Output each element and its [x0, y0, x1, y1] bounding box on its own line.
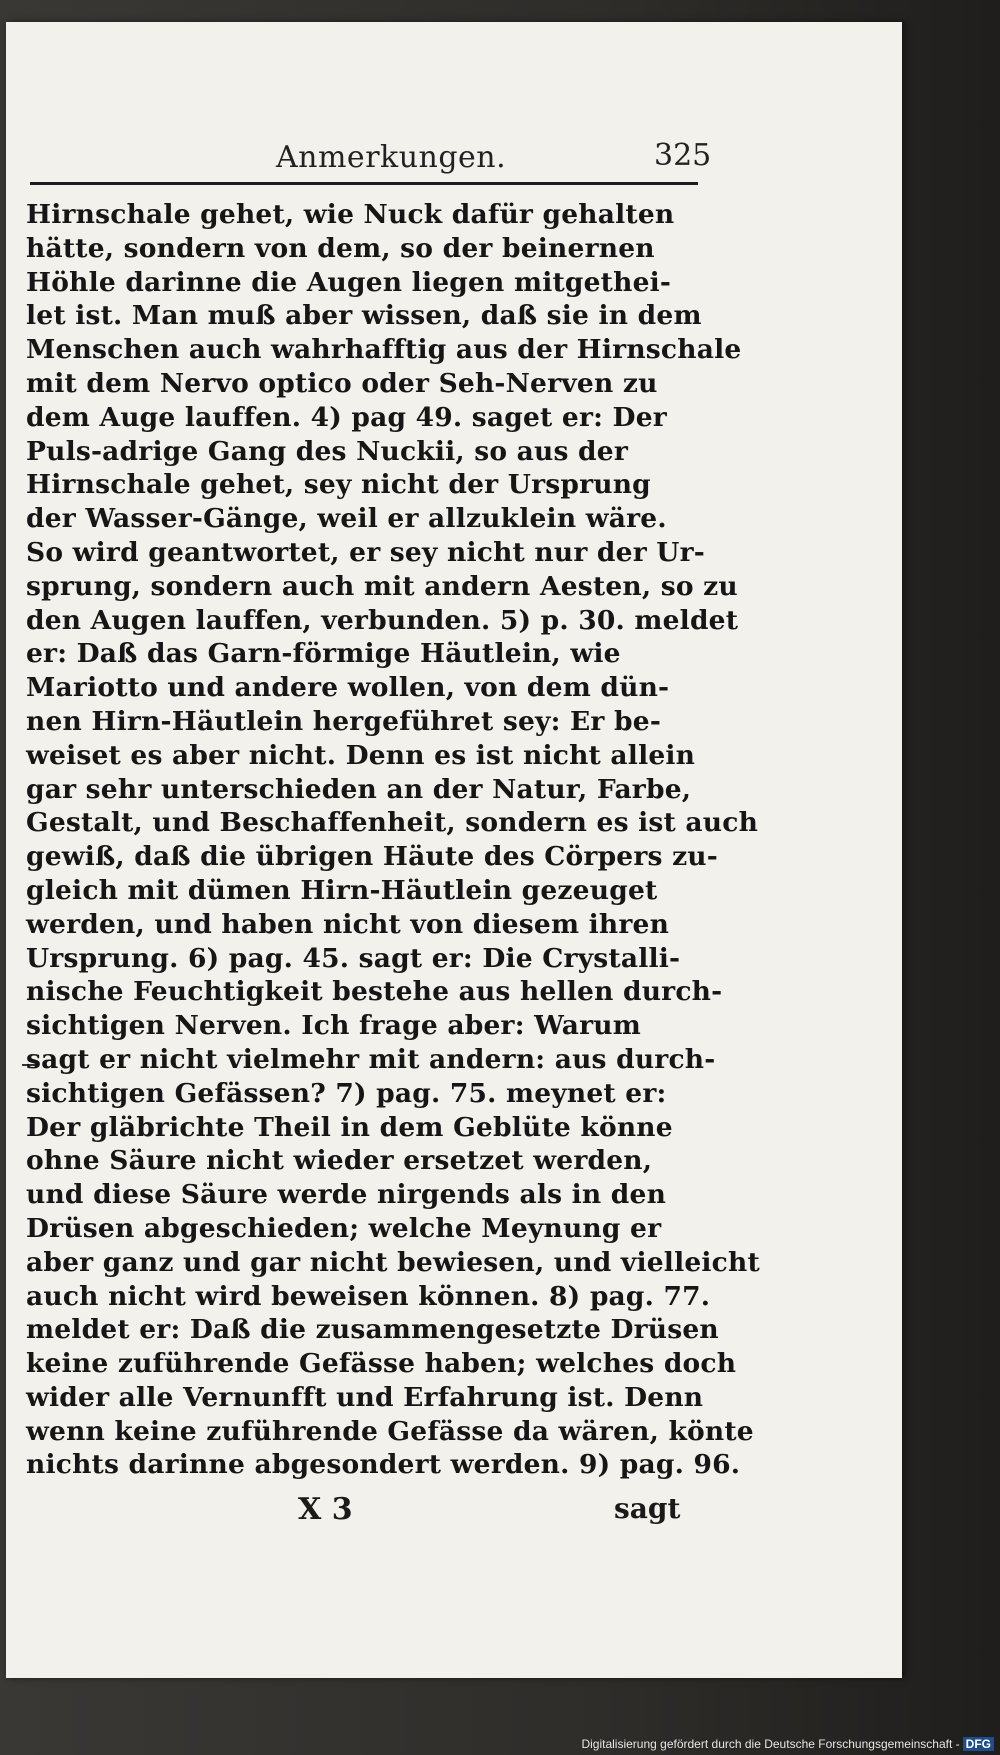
- text-line: sichtigen Nerven. Ich frage aber: Warum: [26, 1010, 641, 1042]
- text-line: hätte, sondern von dem, so der beinernen: [26, 232, 655, 264]
- dfg-logo: DFG: [963, 1737, 994, 1751]
- text-line: der Wasser-Gänge, weil er allzuklein wäre.: [26, 503, 667, 535]
- text-line: Gestalt, und Beschaffenheit, sondern es ist auch: [26, 807, 759, 839]
- text-line: Drüsen abgeschieden; welche Meynung er: [26, 1212, 662, 1244]
- text-line: Der gläbrichte Theil in dem Geblüte könne: [26, 1111, 673, 1143]
- text-line: werden, und haben nicht von diesem ihren: [26, 908, 670, 940]
- text-line: sichtigen Gefässen? 7) pag. 75. meynet er:: [26, 1077, 667, 1109]
- text-line: let ist. Man muß aber wissen, daß sie in dem: [26, 300, 702, 332]
- text-line: nen Hirn-Häutlein hergeführet sey: Er be-: [26, 705, 662, 737]
- text-line: gewiß, daß die übrigen Häute des Cörpers zu-: [26, 841, 718, 873]
- signature-mark: X 3: [298, 1492, 353, 1527]
- catchword: sagt: [614, 1492, 681, 1525]
- text-line: nichts darinne abgesondert werden. 9) pag. 96.: [26, 1449, 741, 1481]
- text-line: Ursprung. 6) pag. 45. sagt er: Die Crystalli-: [26, 942, 681, 974]
- text-line: meldet er: Daß die zusammengesetzte Drüsen: [26, 1314, 719, 1346]
- text-line: Puls-adrige Gang des Nuckii, so aus der: [26, 435, 629, 467]
- credit-text: Digitalisierung gefördert durch die Deutsche Forschungsgemeinschaft -: [581, 1737, 960, 1751]
- digitization-credit: [581, 1737, 994, 1751]
- text-line: mit dem Nervo optico oder Seh-Nerven zu: [26, 367, 658, 399]
- running-title: Anmerkungen.: [276, 140, 507, 175]
- text-line: er: Daß das Garn-förmige Häutlein, wie: [26, 638, 621, 670]
- text-line: wider alle Vernunfft und Erfahrung ist. Denn: [26, 1381, 704, 1413]
- text-line: Menschen auch wahrhafftig aus der Hirnschale: [26, 334, 742, 366]
- page-number: 325: [654, 138, 712, 173]
- text-line: ohne Säure nicht wieder ersetzet werden,: [26, 1145, 653, 1177]
- text-line: den Augen lauffen, verbunden. 5) p. 30. meldet: [26, 604, 739, 636]
- text-line: nische Feuchtigkeit bestehe aus hellen durch-: [26, 976, 723, 1008]
- text-line: Mariotto und andere wollen, von dem dün-: [26, 672, 670, 704]
- text-line: weiset es aber nicht. Denn es ist nicht allein: [26, 739, 696, 771]
- page-content: [26, 22, 760, 1678]
- text-line: sagt er nicht vielmehr mit andern: aus durch-: [26, 1043, 716, 1075]
- book-page: [6, 22, 902, 1678]
- text-line: dem Auge lauffen. 4) pag 49. saget er: Der: [26, 401, 667, 433]
- text-line: gleich mit dümen Hirn-Häutlein gezeuget: [26, 874, 658, 906]
- running-head: [26, 134, 712, 184]
- text-line: gar sehr unterschieden an der Natur, Farbe,: [26, 773, 692, 805]
- text-line: Höhle darinne die Augen liegen mitgethei-: [26, 266, 672, 298]
- body-text: [26, 198, 760, 1482]
- page-footer: [26, 1492, 706, 1540]
- text-line: aber ganz und gar nicht bewiesen, und vielleicht: [26, 1246, 760, 1278]
- text-line: So wird geantwortet, er sey nicht nur der Ur-: [26, 536, 705, 568]
- header-rule: [30, 182, 698, 185]
- text-line: Hirnschale gehet, wie Nuck dafür gehalten: [26, 199, 675, 230]
- text-line: wenn keine zuführende Gefässe da wären, könte: [26, 1415, 754, 1447]
- text-line: keine zuführende Gefässe haben; welches doch: [26, 1348, 737, 1380]
- text-line: Hirnschale gehet, sey nicht der Ursprung: [26, 469, 651, 501]
- text-line: sprung, sondern auch mit andern Aesten, so zu: [26, 570, 738, 602]
- text-line: und diese Säure werde nirgends als in den: [26, 1179, 667, 1211]
- text-line: auch nicht wird beweisen können. 8) pag. 77.: [26, 1280, 711, 1312]
